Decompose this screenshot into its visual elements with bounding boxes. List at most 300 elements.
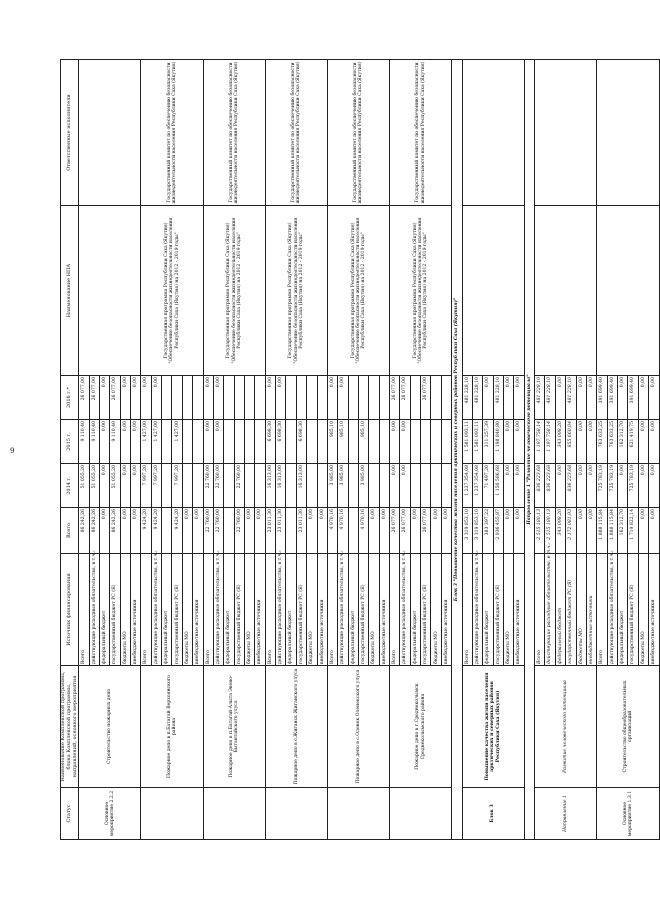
value-cell: 9 110,40	[79, 420, 89, 464]
value-cell: 0,00	[151, 376, 161, 420]
value-cell: 9 424,20	[172, 508, 182, 554]
source-cell: Всего	[327, 554, 337, 666]
value-cell: 0,00	[410, 508, 420, 554]
source-cell: Всего	[203, 554, 213, 666]
status-cell	[265, 788, 327, 840]
value-cell: 481 228,10	[462, 376, 472, 420]
value-cell: 0,00	[400, 464, 410, 508]
source-cell: федеральный бюджет	[99, 554, 109, 666]
value-cell: 621 419,75	[628, 420, 638, 464]
source-cell: действующие расходные обязательства, в т.ч.:	[338, 554, 348, 666]
table-row	[265, 60, 275, 840]
value-cell: 2 936 455,87	[493, 508, 503, 554]
value-cell: 9 110,40	[89, 420, 99, 464]
value-cell: 3 319 853,10	[462, 508, 472, 554]
npa-cell: Государственная программа Республики Саха (Якутия) "Обеспечение безопасности жизнедеятельности населения Республики Саха (Якутия) на 2012 - 2019 годы"	[141, 206, 203, 376]
value-cell	[255, 420, 265, 464]
section-row	[452, 60, 462, 840]
value-cell: 0,00	[555, 464, 565, 508]
value-cell: 86 242,26	[110, 508, 120, 554]
value-cell	[193, 376, 203, 420]
npa-cell	[79, 206, 141, 376]
table-row	[462, 60, 472, 840]
source-cell: действующие расходные обязательства, в т.ч.:	[545, 554, 555, 666]
table-row	[79, 60, 89, 840]
rotated-table-page	[60, 60, 660, 840]
value-cell: 0,00	[503, 464, 513, 508]
value-cell: 23 011,30	[265, 508, 275, 554]
financing-table	[60, 59, 660, 840]
value-cell	[441, 420, 451, 464]
value-cell: 22 760,00	[213, 508, 223, 554]
table-row	[535, 60, 545, 840]
value-cell: 162 312,70	[617, 508, 627, 554]
header-executor: Ответственные исполнители	[61, 60, 79, 206]
value-cell: 22 760,00	[203, 508, 213, 554]
value-cell	[369, 376, 379, 420]
source-cell: бюджеты МО	[638, 554, 648, 666]
value-cell: 0,00	[276, 376, 286, 420]
value-cell: 0,00	[638, 376, 648, 420]
source-cell: федеральный бюджет	[286, 554, 296, 666]
value-cell: 0,00	[576, 420, 586, 464]
source-cell: государственный бюджет РС (Я)	[296, 554, 306, 666]
value-cell: 985,10	[338, 420, 348, 464]
value-cell	[162, 420, 172, 464]
value-cell: 0,00	[514, 464, 524, 508]
value-cell: 0,00	[638, 464, 648, 508]
value-cell: 855 660,04	[566, 420, 576, 464]
value-cell	[286, 508, 296, 554]
value-cell: 481 228,10	[493, 376, 503, 420]
value-cell: 0,00	[120, 420, 130, 464]
value-cell: 26 077,00	[390, 508, 400, 554]
source-cell: бюджеты МО	[576, 554, 586, 666]
value-cell: 1 888 115,84	[607, 508, 617, 554]
value-cell: 6 698,30	[265, 420, 275, 464]
value-cell	[224, 420, 234, 464]
value-cell: 3 319 853,10	[472, 508, 482, 554]
value-cell: 26 077,00	[79, 376, 89, 420]
value-cell: 16 313,00	[276, 464, 286, 508]
source-cell: внебюджетные источники	[441, 554, 451, 666]
value-cell: 0,00	[638, 420, 648, 464]
npa-cell: Государственная программа Республики Саха (Якутия) "Обеспечение безопасности жизнедеятельности населения Республики Саха (Якутия) на 2012 - 2019 годы"	[265, 206, 327, 376]
value-cell: 0,00	[576, 376, 586, 420]
value-cell: 0,00	[514, 420, 524, 464]
value-cell: 23 011,30	[296, 508, 306, 554]
value-cell: 0,00	[514, 376, 524, 420]
value-cell: 2 515 180,13	[545, 508, 555, 554]
value-cell: 1 581 093,11	[462, 420, 472, 464]
source-cell: федеральный бюджет	[348, 554, 358, 666]
npa-cell	[597, 206, 660, 376]
name-cell: Повышение качества жизни населения арктических и северных районов Республики Саха (Якутия)	[462, 666, 524, 788]
value-cell: 0,00	[120, 508, 130, 554]
value-cell: 0,00	[131, 508, 141, 554]
executor-cell	[79, 60, 141, 206]
name-cell: Пожарное депо в п.Батагай-Алыта Эвено-Бытантайского улуса	[203, 666, 265, 788]
value-cell	[245, 464, 255, 508]
source-cell: Всего	[597, 554, 607, 666]
header-npa: Наименование НПА	[61, 206, 79, 376]
value-cell	[421, 420, 431, 464]
value-cell: 0,00	[503, 508, 513, 554]
value-cell: 26 077,00	[421, 376, 431, 420]
source-cell: Всего	[462, 554, 472, 666]
value-cell: 0,00	[503, 420, 513, 464]
value-cell: 0,00	[617, 464, 627, 508]
status-cell: Направление 1	[535, 788, 597, 840]
executor-cell	[597, 60, 660, 206]
value-cell: 0,00	[131, 376, 141, 420]
value-cell: 1 888 115,84	[597, 508, 607, 554]
value-cell: 481 228,10	[566, 376, 576, 420]
value-cell: 1 719 822,14	[628, 508, 638, 554]
source-cell: действующие расходные обязательства, в т.ч.:	[472, 554, 482, 666]
value-cell: 0,00	[203, 420, 213, 464]
source-cell: внебюджетные источники	[514, 554, 524, 666]
executor-cell: Государственный комитет по обеспечению безопасности жизнедеятельности населения Республики Саха (Якутия)	[390, 60, 452, 206]
value-cell	[379, 464, 389, 508]
npa-cell	[535, 206, 597, 376]
value-cell: 0,00	[576, 464, 586, 508]
value-cell: 0,00	[131, 464, 141, 508]
value-cell: 22 760,00	[213, 464, 223, 508]
value-cell: 23 011,30	[276, 508, 286, 554]
table-row	[390, 60, 400, 840]
value-cell: 836 223,68	[535, 464, 545, 508]
status-cell	[203, 788, 265, 840]
value-cell: 0,00	[317, 508, 327, 554]
value-cell	[369, 464, 379, 508]
value-cell: 22 760,00	[234, 508, 244, 554]
source-cell: бюджеты МО	[503, 554, 513, 666]
value-cell	[182, 420, 192, 464]
value-cell: 0,00	[369, 508, 379, 554]
value-cell	[431, 420, 441, 464]
source-cell: федеральный бюджет	[555, 554, 565, 666]
value-cell: 836 223,68	[545, 464, 555, 508]
value-cell: 0,00	[576, 508, 586, 554]
value-cell: 9 424,20	[151, 508, 161, 554]
value-cell: 0,00	[307, 508, 317, 554]
value-cell: 1 156 586,68	[493, 464, 503, 508]
value-cell: 1 581 093,11	[472, 420, 482, 464]
value-cell: 2 172 081,93	[566, 508, 576, 554]
name-cell: Строительство общеобразовательных организаций	[597, 666, 660, 788]
value-cell: 311 257,39	[483, 420, 493, 464]
value-cell: 0,00	[131, 420, 141, 464]
value-cell: 0,00	[245, 508, 255, 554]
value-cell: 26 077,00	[390, 376, 400, 420]
value-cell: 6 698,30	[296, 420, 306, 464]
table-header-row	[61, 60, 79, 840]
value-cell	[286, 464, 296, 508]
section-title: Блок 3 "Повышение качества жизни населения арктических и северных районов Республики Саха (Якутия)"	[452, 60, 462, 840]
value-cell: 0,00	[213, 376, 223, 420]
executor-cell: Государственный комитет по обеспечению безопасности жизнедеятельности населения Республики Саха (Якутия)	[141, 60, 203, 206]
source-cell: внебюджетные источники	[649, 554, 660, 666]
status-cell: Основное мероприятие 2.2.2	[79, 788, 141, 840]
name-cell: Строительство пожарных депо	[79, 666, 141, 788]
source-cell: действующие расходные обязательства, в т.ч.:	[151, 554, 161, 666]
source-cell: федеральный бюджет	[162, 554, 172, 666]
value-cell	[307, 420, 317, 464]
value-cell	[162, 464, 172, 508]
value-cell	[307, 376, 317, 420]
npa-cell: Государственная программа Республики Саха (Якутия) "Обеспечение безопасности жизнедеятельности населения Республики Саха (Якутия) на 2012 - 2019 годы"	[390, 206, 452, 376]
header-name: Наименование Комплексной программы, блока Комплексной программы, направлений, основного мероприятия	[61, 666, 79, 788]
value-cell	[441, 464, 451, 508]
status-cell	[327, 788, 389, 840]
name-cell: Развитие человеческого потенциала	[535, 666, 597, 788]
value-cell: 763 633,25	[607, 420, 617, 464]
value-cell: 7 997,20	[141, 464, 151, 508]
value-cell: 0,00	[586, 464, 596, 508]
value-cell: 763 633,25	[597, 420, 607, 464]
name-cell: Пожарное депо в с.Жиганск Жиганского улуса	[265, 666, 327, 788]
value-cell	[193, 464, 203, 508]
source-cell: действующие расходные обязательства, в т.ч.:	[400, 554, 410, 666]
header-2014: 2014 г.	[61, 464, 79, 508]
npa-cell	[462, 206, 524, 376]
value-cell: 2 515 180,13	[535, 508, 545, 554]
source-cell: действующие расходные обязательства, в т.ч.:	[607, 554, 617, 666]
value-cell: 26 077,00	[89, 376, 99, 420]
value-cell	[234, 420, 244, 464]
value-cell: 0,00	[649, 376, 660, 420]
value-cell	[317, 420, 327, 464]
value-cell: 26 077,00	[400, 508, 410, 554]
source-cell: федеральный бюджет	[224, 554, 234, 666]
value-cell: 0,00	[586, 420, 596, 464]
value-cell: 0,00	[120, 376, 130, 420]
value-cell	[317, 464, 327, 508]
value-cell: 0,00	[617, 376, 627, 420]
value-cell	[358, 376, 368, 420]
value-cell: 7 997,20	[172, 464, 182, 508]
npa-cell: Государственная программа Республики Саха (Якутия) "Обеспечение безопасности жизнедеятельности населения Республики Саха (Якутия) на 2012 - 2019 годы"	[327, 206, 389, 376]
value-cell: 0,00	[99, 508, 109, 554]
value-cell: 1 427,00	[172, 420, 182, 464]
value-cell	[245, 376, 255, 420]
source-cell: бюджеты МО	[431, 554, 441, 666]
header-2016: 2016 г.*	[61, 376, 79, 420]
value-cell	[348, 464, 358, 508]
source-cell: бюджеты МО	[182, 554, 192, 666]
value-cell	[182, 376, 192, 420]
value-cell: 725 783,19	[628, 464, 638, 508]
value-cell: 391 699,40	[607, 376, 617, 420]
value-cell: 985,10	[327, 420, 337, 464]
source-cell: государственный бюджет РС (Я)	[172, 554, 182, 666]
value-cell: 0,00	[400, 420, 410, 464]
source-cell: Всего	[265, 554, 275, 666]
value-cell: 0,00	[265, 376, 275, 420]
table-row	[141, 60, 151, 840]
value-cell	[182, 464, 192, 508]
value-cell: 481 228,10	[472, 376, 482, 420]
value-cell: 343 098,20	[555, 420, 565, 464]
source-cell: внебюджетные источники	[317, 554, 327, 666]
value-cell: 0,00	[431, 508, 441, 554]
source-cell: государственный бюджет РС (Я)	[628, 554, 638, 666]
value-cell: 0,00	[441, 508, 451, 554]
source-cell: государственный бюджет РС (Я)	[234, 554, 244, 666]
value-cell: 383 397,22	[483, 508, 493, 554]
source-cell: Всего	[141, 554, 151, 666]
value-cell	[317, 376, 327, 420]
value-cell: 4 970,16	[358, 508, 368, 554]
source-cell: бюджеты МО	[307, 554, 317, 666]
value-cell	[162, 376, 172, 420]
value-cell: 343 098,20	[555, 508, 565, 554]
value-cell: 0,00	[120, 464, 130, 508]
value-cell: 16 313,00	[265, 464, 275, 508]
value-cell: 51 055,20	[89, 464, 99, 508]
value-cell: 4 970,16	[327, 508, 337, 554]
value-cell: 0,00	[638, 508, 648, 554]
value-cell: 725 783,19	[607, 464, 617, 508]
section-title: Направление 1 "Развитие человеческого потенциала"	[524, 60, 534, 840]
npa-cell: Государственная программа Республики Саха (Якутия) "Обеспечение безопасности жизнедеятельности населения Республики Саха (Якутия) на 2012 - 2019 годы"	[203, 206, 265, 376]
name-cell: Пожарное депо в п.Батагай Верхоянского района	[141, 666, 203, 788]
table-row	[327, 60, 337, 840]
value-cell: 3 985,00	[327, 464, 337, 508]
status-cell	[390, 788, 452, 840]
value-cell: 0,00	[586, 376, 596, 420]
value-cell: 26 077,00	[110, 376, 120, 420]
value-cell	[172, 376, 182, 420]
value-cell: 1 237 354,08	[462, 464, 472, 508]
value-cell: 1 197 758,14	[535, 420, 545, 464]
source-cell: внебюджетные источники	[586, 554, 596, 666]
value-cell	[369, 420, 379, 464]
name-cell: Пожарное депо в с.Оленек Оленекского улуса	[327, 666, 389, 788]
value-cell: 0,00	[649, 464, 660, 508]
header-2015: 2015 г.	[61, 420, 79, 464]
value-cell: 16 313,00	[296, 464, 306, 508]
value-cell	[255, 464, 265, 508]
header-source: Источник финансирования	[61, 554, 79, 666]
executor-cell	[462, 60, 524, 206]
value-cell	[307, 464, 317, 508]
value-cell	[431, 376, 441, 420]
value-cell: 0,00	[327, 376, 337, 420]
value-cell: 836 223,68	[566, 464, 576, 508]
value-cell	[286, 420, 296, 464]
source-cell: государственный бюджет РС (Я)	[110, 554, 120, 666]
status-cell: Блок 3	[462, 788, 524, 840]
source-cell: внебюджетные источники	[193, 554, 203, 666]
value-cell	[296, 376, 306, 420]
value-cell: 0,00	[514, 508, 524, 554]
section-row	[524, 60, 534, 840]
value-cell	[421, 464, 431, 508]
source-cell: действующие расходные обязательства, в т.ч.:	[276, 554, 286, 666]
table-row	[203, 60, 213, 840]
source-cell: государственный бюджет РС (Я)	[358, 554, 368, 666]
executor-cell: Государственный комитет по обеспечению безопасности жизнедеятельности населения Республики Саха (Якутия)	[203, 60, 265, 206]
value-cell: 22 760,00	[234, 464, 244, 508]
value-cell: 0,00	[586, 508, 596, 554]
value-cell	[224, 508, 234, 554]
value-cell: 0,00	[379, 508, 389, 554]
source-cell: бюджеты МО	[369, 554, 379, 666]
value-cell: 0,00	[193, 508, 203, 554]
value-cell: 4 970,16	[338, 508, 348, 554]
value-cell: 51 055,20	[110, 464, 120, 508]
name-cell: Пожарное депо в г.Среднеколымск Среднеколымского района	[390, 666, 452, 788]
source-cell: внебюджетные источники	[379, 554, 389, 666]
value-cell	[379, 420, 389, 464]
status-cell: Основное мероприятие 1.3.1	[597, 788, 660, 840]
value-cell	[431, 464, 441, 508]
value-cell	[193, 420, 203, 464]
value-cell: 0,00	[213, 420, 223, 464]
value-cell: 51 055,20	[79, 464, 89, 508]
value-cell: 0,00	[649, 508, 660, 554]
value-cell	[245, 420, 255, 464]
value-cell	[410, 464, 420, 508]
value-cell: 0,00	[141, 376, 151, 420]
value-cell: 481 228,10	[535, 376, 545, 420]
value-cell: 0,00	[390, 420, 400, 464]
table-row	[597, 60, 607, 840]
source-cell: действующие расходные обязательства, в т.ч.:	[89, 554, 99, 666]
value-cell: 26 077,00	[421, 508, 431, 554]
header-total: Всего	[61, 508, 79, 554]
value-cell	[224, 464, 234, 508]
value-cell: 0,00	[390, 464, 400, 508]
source-cell: Всего	[79, 554, 89, 666]
source-cell: бюджеты МО	[120, 554, 130, 666]
value-cell: 3 985,00	[358, 464, 368, 508]
value-cell	[441, 376, 451, 420]
value-cell: 9 424,20	[141, 508, 151, 554]
value-cell: 86 242,26	[79, 508, 89, 554]
value-cell	[348, 376, 358, 420]
value-cell	[255, 376, 265, 420]
value-cell: 481 228,10	[545, 376, 555, 420]
value-cell: 1 427,00	[151, 420, 161, 464]
source-cell: Всего	[390, 554, 400, 666]
source-cell: действующие расходные обязательства, в т.ч.:	[213, 554, 223, 666]
value-cell	[286, 376, 296, 420]
value-cell	[162, 508, 172, 554]
value-cell: 985,10	[358, 420, 368, 464]
value-cell: 9 110,40	[110, 420, 120, 464]
value-cell	[348, 420, 358, 464]
value-cell: 0,00	[338, 376, 348, 420]
source-cell: внебюджетные источники	[255, 554, 265, 666]
value-cell: 0,00	[203, 376, 213, 420]
source-cell: федеральный бюджет	[483, 554, 493, 666]
value-cell: 391 699,40	[628, 376, 638, 420]
value-cell: 71 497,20	[483, 464, 493, 508]
executor-cell: Государственный комитет по обеспечению безопасности жизнедеятельности населения Республики Саха (Якутия)	[265, 60, 327, 206]
value-cell: 0,00	[99, 420, 109, 464]
value-cell: 1 197 758,14	[545, 420, 555, 464]
value-cell: 0,00	[255, 508, 265, 554]
value-cell: 6 698,30	[276, 420, 286, 464]
value-cell: 3 985,00	[338, 464, 348, 508]
value-cell: 0,00	[182, 508, 192, 554]
value-cell: 1 198 840,80	[493, 420, 503, 464]
value-cell: 1 237 354,08	[472, 464, 482, 508]
value-cell: 0,00	[649, 420, 660, 464]
